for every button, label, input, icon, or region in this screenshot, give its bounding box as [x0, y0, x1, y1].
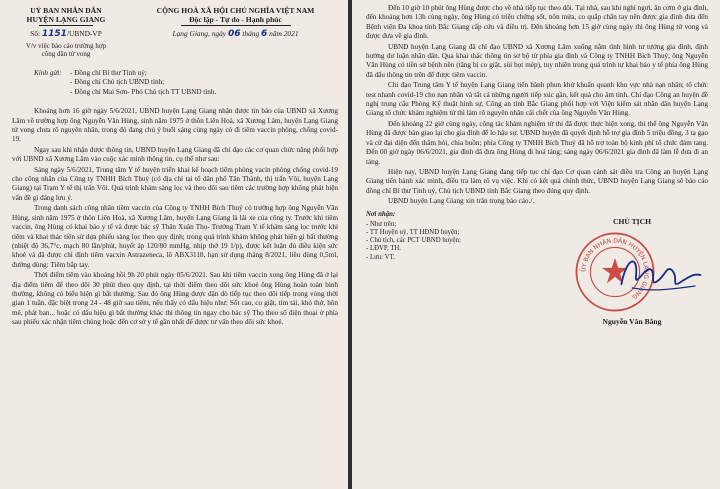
date-prefix: Lạng Giang, ngày: [172, 29, 227, 39]
org-underline: [39, 25, 93, 26]
distribution-item: - LĐVP, TH.: [366, 245, 401, 253]
body-paragraph: Hiện nay, UBND huyện Lạng Giang đang tiếp tục chỉ đạo Cơ quan cảnh sát điều tra Công an huyện Lạng Giang tiến hành xác minh, điều tra làm rõ vụ việc. Khi có kết quả chính thức, UBND huyện Lạng Giang sẽ báo cáo đồng chí Bí thư Tỉnh uỷ, Chủ tịch UBND tỉnh Bắc Giang theo đúng quy định.: [366, 167, 708, 195]
body-paragraph: Sáng ngày 5/6/2021, Trung tâm Y tế huyện triển khai kế hoạch tiêm phòng vacin phòng chống covid-19 cho công nhân của Công ty TNHH Bích Thuỷ (có địa chỉ tại tổ dân phố Tân Thành, thị trấn Vôi, huyện Lạng Giang) tại Trạm Y tế thị trấn Vôi. Quá trình khám sàng lọc và theo dõi sau tiêm các trường hợp không phát hiện vấn đề gì đáng lưu ý.: [12, 165, 338, 202]
body-paragraph: UBND huyện Lạng Giang đã chỉ đạo UBND xã Xương Lâm xuống nắm tình hình tư tưởng gia đình, định hướng dư luận nhân dân. Qua khai thác thông tin sơ bộ từ phía gia đình và Công ty TNHH Bích Thuỷ, ông Nguyễn Văn Hùng có tiền sử bệnh nền (tăng bị co giật, sùi bọt mép), tuy nhiên trong quá trình tự khai báo y tế phía ông Hùng đã dấu thông tin trên để được tiêm vaccin.: [366, 42, 708, 79]
noi-nhan-title: Nơi nhận:: [366, 210, 396, 218]
motto-underline: [181, 25, 291, 26]
recipient-item: - Đồng chí Chủ tịch UBND tỉnh;: [70, 78, 165, 87]
date-year: năm 2021: [269, 29, 299, 39]
nation-line-2: Độc lập - Tự do - Hạnh phúc: [189, 15, 282, 25]
body-paragraph: Thời điểm tiêm vào khoảng hồi 9h 20 phút ngày 05/6/2021. Sau khi tiêm vaccin xong ông Hùng đã ở lại địa điểm tiêm để theo dõi 30 phút theo quy định, tại thời điểm theo dõi sức khoẻ ông Hùng hoàn toàn bình thường, không có biểu hiện gì bất thường. Sau đó ông Hùng được dặn dò tiếp tục theo dõi tiếp trong vòng thời gian 1 tuần, đặc biệt trong 24 - 48 giờ sau tiêm, nếu thấy có dấu hiệu như: Sốt cao, co giật, tím tái, khó thở, hôn mê, phát ban... hoặc có dấu hiệu gì bất thường khác thì thông tin ngay cho bác sỹ Thọ theo số điện thoại ở phía sau phiếu xác nhận tiêm chủng hoặc đến cơ sở y tế gần nhất để được tư vấn theo dõi sức khoẻ.: [12, 271, 338, 327]
recipients-block: [12, 69, 338, 97]
signature-icon: [614, 245, 706, 305]
distribution-list: [366, 211, 556, 262]
issuing-org: [12, 6, 120, 59]
seal-text: ỦY BAN NHÂN DÂN HUYỆN LẠNG GIANG: [580, 236, 650, 300]
distribution-item: - Lưu: VT.: [366, 253, 395, 261]
number-handwritten: 1151: [41, 29, 67, 40]
body-paragraph: Trong danh sách công nhân tiêm vaccin của Công ty TNHH Bích Thuỷ có trường hợp ông Nguyễn Văn Hùng, sinh năm 1975 ở thôn Liên Hoà, xã Xương Lâm, huyện Lạng Giang là lái xe của công ty. Trước khi tiêm vaccin, ông Hùng có khai báo y tế và được bác sỹ Thân Xuân Thọ- Trưởng Trạm Y tế khám sàng lọc trước khi tiêm và khai thác tiền sử dựa phiếu sàng lọc theo quy định; trong quá trình khám không phát hiện gì bất thường (nhiệt độ 36,7°c, mạch 80 lần/phút, huyết áp 120/80 mmHg, nhịp thở 19 1/p), được kết luận đủ điều kiện sức khoẻ và đã được chỉ định tiêm vacxin Astrazeneca, lô ABX3118, hạn sử dụng tháng 8/2021, liều dùng 0,5ml, đường dùng: Tiêm bắp tay.: [12, 204, 338, 269]
recipient-item: - Đồng chí Mai Sơn- Phó Chủ tịch TT UBND tỉnh.: [70, 87, 217, 96]
subject-line-1: V/v việc báo cáo trường hợp: [25, 41, 107, 50]
date-day-handwritten: 06: [227, 29, 241, 40]
number-prefix: Số:: [30, 29, 41, 39]
body-paragraph: Đến 10 giờ 10 phút ông Hùng được cho về nhà tiếp tục theo dõi. Tại nhà, sau khi nghỉ ngơi, ăn cơm ở gia đình, đến khoảng hơn 13h cùng ngày, ông Hùng có triệu chứng sốt, nôn mửa, co quắp chân tay nên được gia đình đưa đến Bệnh viện Đa khoa tỉnh Bắc Giang cấp cứu và điều trị. Đến khoảng hơn 15 giờ cùng ngày thì ông Hùng tử vong và được đưa về gia đình.: [366, 4, 708, 41]
signer-name: Nguyễn Văn Bằng: [602, 316, 662, 326]
number-suffix: /UBND-VP: [66, 29, 102, 39]
recipient-item: - Đồng chí Bí thư Tỉnh uỷ;: [70, 69, 147, 77]
body-paragraph: Ngay sau khi nhận được thông tin, UBND huyện Lạng Giang đã chỉ đạo các cơ quan chức năng phối hợp với UBND xã Xương Lâm vào cuộc xác minh thông tin, cụ thể như sau:: [12, 145, 338, 164]
signature-block: [556, 211, 708, 326]
subject-line-2: công dân tử vong: [41, 50, 91, 59]
document-page-left: [0, 0, 348, 489]
body-paragraph: Chỉ đạo Trung tâm Y tế huyện Lạng Giang tiến hành phun khử khuẩn quanh khu vực nhà nạn nhân; tổ chức test nhanh covid-19 cho nạn nhân và tất cả những người tiếp xúc gần, kết quả cho âm tính. Chỉ đạo Công an huyện đề nghị trung cấu Phòng Kỹ thuật hình sự, Công an tỉnh Bắc Giang phối hợp với Viện kiểm sát nhân dân huyện Lạng Giang tổ chức khám nghiệm tử thi làm rõ nguyên nhân cái chết của ông Nguyễn Văn Hùng.: [366, 81, 708, 118]
kinh-gui-label: Kính gửi:: [34, 69, 62, 77]
date-month-handwritten: 6: [261, 29, 268, 40]
signer-title: CHỦ TỊCH: [612, 216, 652, 226]
document-footer: [366, 210, 708, 326]
distribution-item: - Chủ tịch, các PCT UBND huyện;: [366, 237, 461, 245]
document-number: [12, 29, 120, 39]
body-right: [366, 4, 708, 207]
document-header: [12, 6, 338, 59]
national-motto: [133, 6, 338, 59]
closing-line: UBND huyện Lạng Giang xin trân trọng báo cáo./.: [388, 197, 535, 206]
org-line-1: UỶ BAN NHÂN DÂN: [30, 6, 102, 15]
document-page-right: [352, 0, 720, 489]
org-line-2: HUYỆN LẠNG GIANG: [26, 15, 106, 25]
distribution-item: - TT Huyện uỷ, TT HĐND huyện;: [366, 228, 460, 236]
date-month-label: tháng: [242, 29, 260, 39]
nation-line-1: CỘNG HOÀ XÃ HỘI CHỦ NGHĨA VIỆT NAM: [156, 6, 315, 15]
document-date: [133, 29, 338, 39]
body-left: [12, 107, 338, 327]
body-paragraph: Khoảng hơn 16 giờ ngày 5/6/2021, UBND huyện Lạng Giang nhận được tin báo của UBND xã Xương Lâm về trường hợp ông Nguyễn Văn Hùng, sinh năm 1975 ở thôn Liên Hoà, xã Xương Lâm, huyện Lạng Giang tử vong chưa rõ nguyên nhân, trong đó đang chú ý buổi sáng cùng ngày có đi tiêm vaccin phòng, chống covid-19.: [12, 107, 338, 144]
body-paragraph: Đến khoảng 22 giờ cùng ngày, công tác khám nghiệm tử thi đã được thực hiện xong, thi thể ông Nguyễn Văn Hùng đã được bàn giao lại cho gia đình để lo hậu sự. UBND huyện đã quyết định hỗ trợ gia đình 5 triệu đồng, 3 tạ gạo và cử đại diện đến thăm hỏi, chia buồn; phía Công ty TNHH Bích Thuỷ đã hỗ trợ toàn bộ kinh phí tổ chức đám tang. Đến 00 giờ ngày 06/6/2021, gia đình đã đưa ông Hùng đi hoả táng; sáng ngày 06/6/2021 gia đình đã làm lễ đưa đi an táng.: [366, 119, 708, 166]
distribution-item: - Như trên;: [366, 220, 397, 228]
